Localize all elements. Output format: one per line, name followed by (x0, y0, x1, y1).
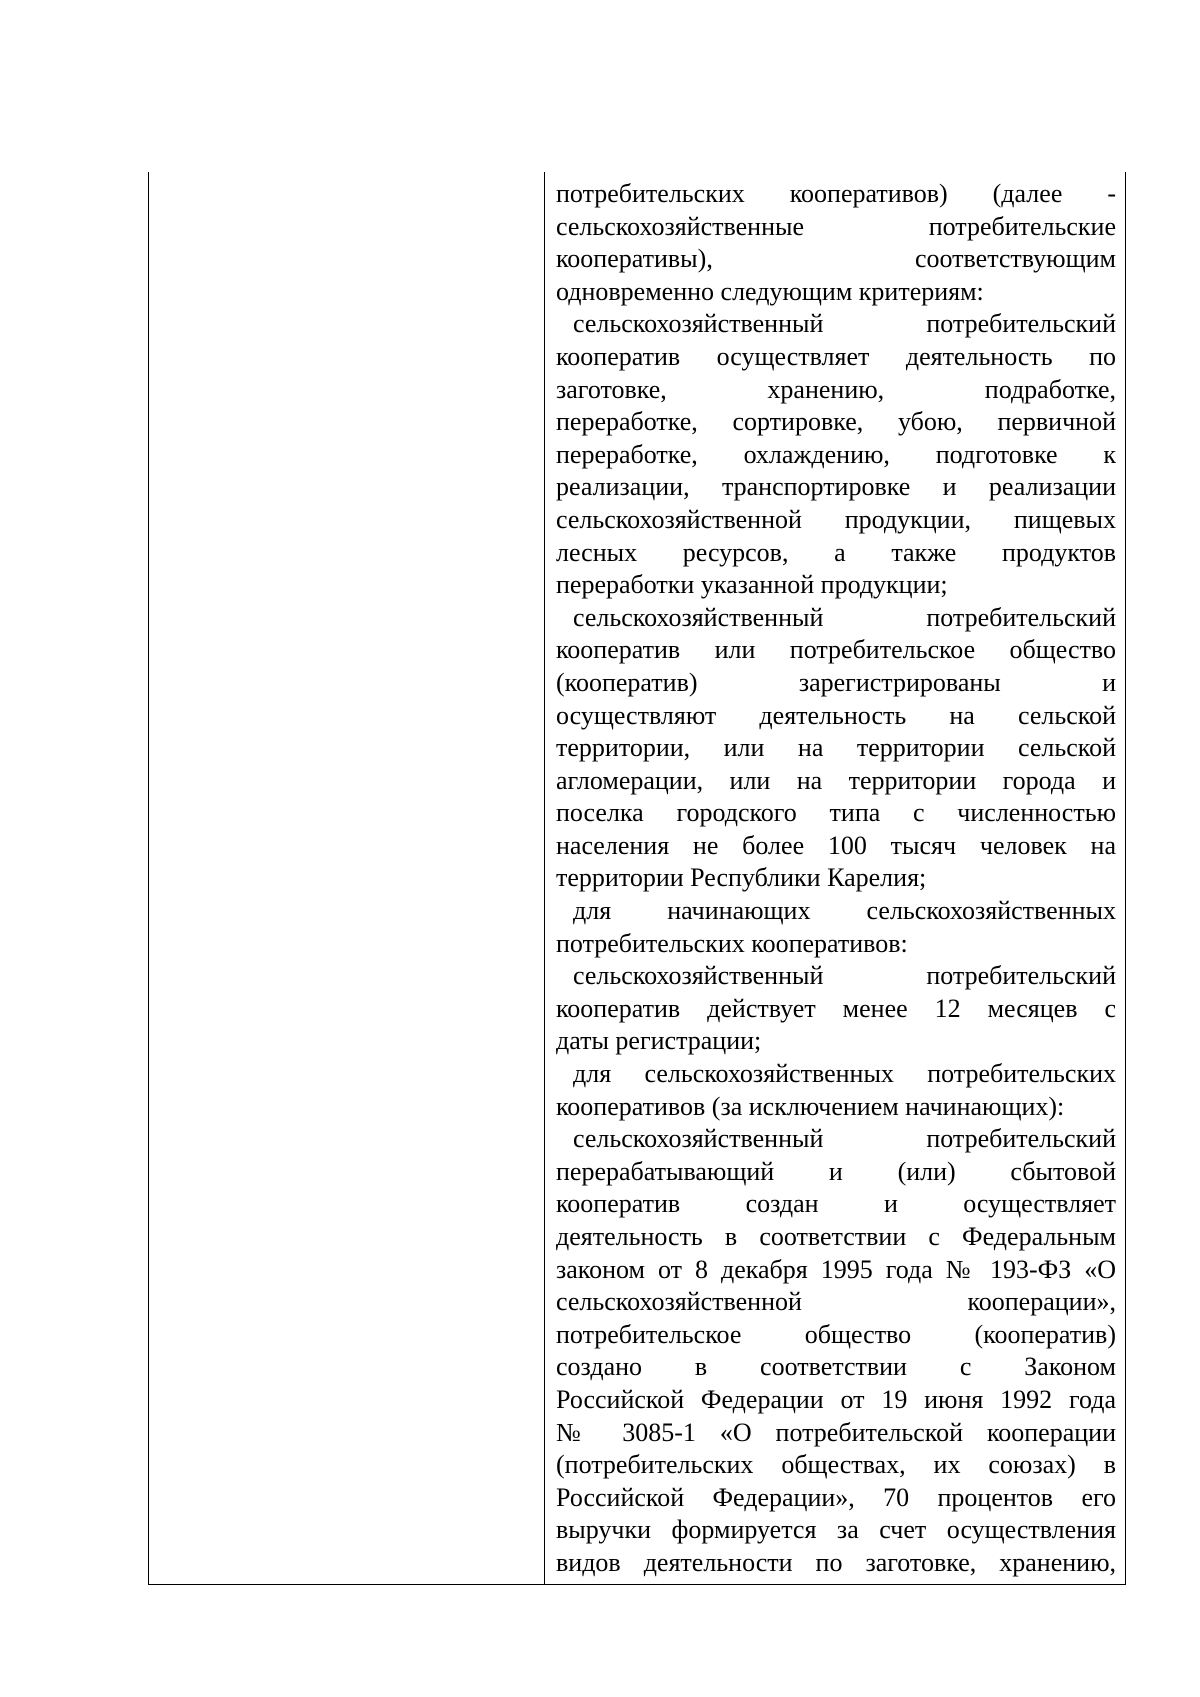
text-line: видов деятельности по заготовке, хранению, (556, 1547, 1116, 1577)
text-line: Российской Федерации от 19 июня 1992 года (556, 1384, 1116, 1414)
text-line: переработке, сортировке, убою, первичной (556, 407, 1116, 437)
table-column-divider (544, 172, 545, 1585)
text-line: кооператив действует менее 12 месяцев с (556, 993, 1116, 1023)
text-line: создано в соответствии с Законом (556, 1352, 1116, 1382)
text-line: сельскохозяйственный потребительский (573, 602, 1116, 632)
text-line: осуществляют деятельность на сельской (556, 700, 1116, 730)
text-line: лесных ресурсов, а также продуктов (556, 537, 1116, 567)
table-bottom-border (148, 1584, 1126, 1585)
text-line: территории Республики Карелия; (556, 863, 927, 893)
text-line: реализации, транспортировке и реализации (556, 472, 1116, 502)
text-line: сельскохозяйственной продукции, пищевых (556, 504, 1116, 534)
text-line: сельскохозяйственной кооперации», (556, 1287, 1116, 1317)
text-line: потребительских кооперативов) (далее - (556, 179, 1116, 208)
table-left-cell (149, 172, 544, 1584)
text-line: заготовке, хранению, подработке, (556, 374, 1116, 404)
document-table (148, 172, 1126, 1585)
text-line: законом от 8 декабря 1995 года № 193-ФЗ «О (556, 1254, 1116, 1284)
text-line: потребительское общество (кооператив) (556, 1319, 1116, 1349)
text-line: переработке, охлаждению, подготовке к (556, 439, 1116, 469)
text-line: поселка городского типа с численностью (556, 798, 1116, 828)
text-line: кооперативы), соответствующим (556, 244, 1116, 274)
text-line: (потребительских обществах, их союзах) в (556, 1450, 1116, 1480)
text-line: кооператив создан и осуществляет (556, 1189, 1116, 1219)
text-line: сельскохозяйственный потребительский (573, 961, 1116, 991)
text-line: выручки формируется за счет осуществления (556, 1515, 1116, 1545)
text-line: (кооператив) зарегистрированы и (556, 667, 1116, 697)
text-line: для начинающих сельскохозяйственных (573, 896, 1116, 926)
text-line: сельскохозяйственные потребительские (556, 211, 1116, 241)
table-right-border (1125, 172, 1126, 1585)
text-line: одновременно следующим критериям: (556, 276, 984, 306)
text-line: кооператив осуществляет деятельность по (556, 341, 1116, 371)
text-line: территории, или на территории сельской (556, 733, 1116, 763)
text-line: № 3085-1 «О потребительской кооперации (556, 1417, 1116, 1447)
text-line: переработки указанной продукции; (556, 570, 948, 600)
text-line: потребительских кооперативов: (556, 928, 908, 958)
text-line: Российской Федерации», 70 процентов его (556, 1482, 1116, 1512)
text-line: кооператив или потребительское общество (556, 635, 1116, 665)
text-line: перерабатывающий и (или) сбытовой (556, 1156, 1116, 1186)
text-line: деятельность в соответствии с Федеральным (556, 1222, 1116, 1251)
text-line: даты регистрации; (556, 1026, 762, 1056)
text-line: населения не более 100 тысяч человек на (556, 830, 1116, 860)
text-line: кооперативов (за исключением начинающих): (556, 1091, 1065, 1121)
table-right-cell (556, 178, 1116, 1580)
text-line: сельскохозяйственный потребительский (573, 309, 1116, 339)
text-line: агломерации, или на территории города и (556, 765, 1116, 795)
text-line: сельскохозяйственный потребительский (573, 1124, 1116, 1154)
text-line: для сельскохозяйственных потребительских (573, 1059, 1116, 1089)
